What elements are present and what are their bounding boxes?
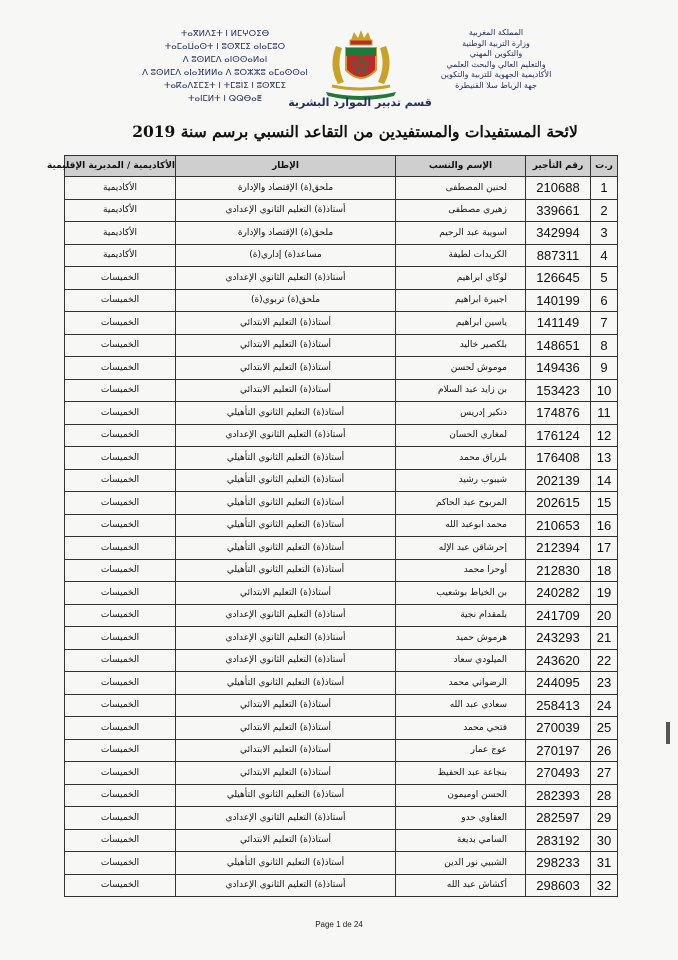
table-row	[65, 739, 618, 762]
full-name-cell: اجبيرة ابراهيم	[396, 289, 526, 312]
full-name-cell: الميلودي سعاد	[396, 649, 526, 672]
directorate-cell: الخميسات	[65, 582, 176, 605]
payroll-number-cell: 210653	[526, 514, 591, 537]
row-order-cell: 12	[591, 424, 618, 447]
grade-cell: أستاذ(ة) التعليم الثانوي التأهيلي	[176, 537, 396, 560]
directorate-cell: الخميسات	[65, 469, 176, 492]
row-order-cell: 26	[591, 739, 618, 762]
grade-cell: أستاذ(ة) التعليم الثانوي الإعدادي	[176, 807, 396, 830]
full-name-cell: إحرشاقن عبد الإله	[396, 537, 526, 560]
directorate-cell: الخميسات	[65, 672, 176, 695]
table-header-row	[65, 156, 618, 177]
payroll-number-cell: 283192	[526, 829, 591, 852]
row-order-cell: 14	[591, 469, 618, 492]
row-order-cell: 5	[591, 267, 618, 290]
payroll-number-cell: 240282	[526, 582, 591, 605]
grade-cell: أستاذ(ة) التعليم الثانوي الإعدادي	[176, 604, 396, 627]
table-row	[65, 604, 618, 627]
table-row	[65, 852, 618, 875]
full-name-cell: لوكاي ابراهيم	[396, 267, 526, 290]
row-order-cell: 32	[591, 874, 618, 897]
table-row	[65, 469, 618, 492]
grade-cell: أستاذ(ة) التعليم الثانوي الإعدادي	[176, 874, 396, 897]
beneficiaries-table	[47, 155, 618, 897]
grade-cell: أستاذ(ة) التعليم الابتدائي	[176, 334, 396, 357]
row-order-cell: 17	[591, 537, 618, 560]
grade-cell: ملحق(ة) الإقتصاد والإدارة	[176, 177, 396, 200]
column-header-grade: الإطار	[176, 156, 396, 177]
directorate-cell: الخميسات	[65, 334, 176, 357]
table-row	[65, 694, 618, 717]
payroll-number-cell: 339661	[526, 199, 591, 222]
full-name-cell: بلمقدام نجية	[396, 604, 526, 627]
full-name-cell: ياسين ابراهيم	[396, 312, 526, 335]
directorate-cell: الخميسات	[65, 604, 176, 627]
row-order-cell: 6	[591, 289, 618, 312]
document-title: لائحة المستفيدات والمستفيدين من التقاعد النسبي برسم سنة 2019	[132, 122, 578, 141]
row-order-cell: 29	[591, 807, 618, 830]
grade-cell: أستاذ(ة) التعليم الثانوي التأهيلي	[176, 447, 396, 470]
full-name-cell: زهيري مصطفى	[396, 199, 526, 222]
grade-cell: أستاذ(ة) التعليم الثانوي التأهيلي	[176, 784, 396, 807]
full-name-cell: الشبيي نور الدين	[396, 852, 526, 875]
payroll-number-cell: 298233	[526, 852, 591, 875]
header-amazigh-line: ⴷ ⵓⵙⵍⵎⴷ ⴰⵏⵙⵙⴰⵍⴰⵏ	[182, 55, 268, 65]
directorate-cell: الخميسات	[65, 694, 176, 717]
row-order-cell: 28	[591, 784, 618, 807]
full-name-cell: بلزراق محمد	[396, 447, 526, 470]
row-order-cell: 21	[591, 627, 618, 650]
table-row	[65, 582, 618, 605]
grade-cell: أستاذ(ة) التعليم الثانوي التأهيلي	[176, 514, 396, 537]
header-arabic-line: المملكة المغربية	[468, 28, 524, 37]
directorate-cell: الخميسات	[65, 627, 176, 650]
grade-cell: ملحق(ة) تربوي(ة)	[176, 289, 396, 312]
grade-cell: ملحق(ة) الإقتصاد والإدارة	[176, 222, 396, 245]
table-row	[65, 244, 618, 267]
directorate-cell: الخميسات	[65, 289, 176, 312]
payroll-number-cell: 212830	[526, 559, 591, 582]
directorate-cell: الأكاديمية	[65, 177, 176, 200]
department-name: قسم تدبير الموارد البشرية	[288, 96, 432, 109]
header-amazigh-line: ⵜⴰⵎⴰⵡⴰⵙⵜ ⵏ ⵓⵙⴳⵎⵉ ⴰⵏⴰⵎⵓⵔ	[164, 42, 286, 52]
grade-cell: أستاذ(ة) التعليم الثانوي التأهيلي	[176, 402, 396, 425]
grade-cell: أستاذ(ة) التعليم الثانوي الإعدادي	[176, 199, 396, 222]
full-name-cell: موموش لحسن	[396, 357, 526, 380]
header-amazigh-line: ⵜⴰⴽⴰⴷⵉⵎⵉⵜ ⵏ ⵜⵎⵓⵏⵉ ⵏ ⵓⵙⴳⵎⵉ	[164, 81, 286, 91]
grade-cell: أستاذ(ة) التعليم الابتدائي	[176, 762, 396, 785]
table-row	[65, 267, 618, 290]
grade-cell: أستاذ(ة) التعليم الابتدائي	[176, 379, 396, 402]
row-order-cell: 11	[591, 402, 618, 425]
grade-cell: مساعد(ة) إداري(ة)	[176, 244, 396, 267]
payroll-number-cell: 258413	[526, 694, 591, 717]
full-name-cell: أوحرا محمد	[396, 559, 526, 582]
payroll-number-cell: 270197	[526, 739, 591, 762]
table-row	[65, 334, 618, 357]
grade-cell: أستاذ(ة) التعليم الثانوي التأهيلي	[176, 469, 396, 492]
grade-cell: أستاذ(ة) التعليم الثانوي التأهيلي	[176, 492, 396, 515]
table-body	[65, 177, 618, 897]
full-name-cell: بلكصير خاليد	[396, 334, 526, 357]
row-order-cell: 10	[591, 379, 618, 402]
row-order-cell: 27	[591, 762, 618, 785]
grade-cell: أستاذ(ة) التعليم الابتدائي	[176, 357, 396, 380]
row-order-cell: 9	[591, 357, 618, 380]
full-name-cell: السامي بديعة	[396, 829, 526, 852]
header-amazigh-line: ⵜⴰⵏⵎⵍⵜ ⵏ ⵕⵕⴱⴰⵟ	[187, 94, 262, 104]
full-name-cell: الحسن اوميمون	[396, 784, 526, 807]
full-name-cell: لحنين المصطفى	[396, 177, 526, 200]
full-name-cell: بن الخياط بوشعيب	[396, 582, 526, 605]
payroll-number-cell: 270493	[526, 762, 591, 785]
row-order-cell: 23	[591, 672, 618, 695]
table-row	[65, 537, 618, 560]
payroll-number-cell: 153423	[526, 379, 591, 402]
payroll-number-cell: 212394	[526, 537, 591, 560]
column-header-name: الإسم والنسب	[396, 156, 526, 177]
payroll-number-cell: 282597	[526, 807, 591, 830]
row-order-cell: 8	[591, 334, 618, 357]
header-arabic-line: الأكاديمية الجهوية للتربية والتكوين	[440, 70, 552, 79]
row-order-cell: 1	[591, 177, 618, 200]
table-row	[65, 402, 618, 425]
payroll-number-cell: 887311	[526, 244, 591, 267]
directorate-cell: الخميسات	[65, 514, 176, 537]
directorate-cell: الخميسات	[65, 717, 176, 740]
column-header-order: ر.ت	[591, 156, 618, 177]
directorate-cell: الخميسات	[65, 807, 176, 830]
grade-cell: أستاذ(ة) التعليم الثانوي الإعدادي	[176, 424, 396, 447]
full-name-cell: بن زايد عبد السلام	[396, 379, 526, 402]
directorate-cell: الخميسات	[65, 447, 176, 470]
payroll-number-cell: 202615	[526, 492, 591, 515]
directorate-cell: الخميسات	[65, 379, 176, 402]
payroll-number-cell: 210688	[526, 177, 591, 200]
directorate-cell: الخميسات	[65, 762, 176, 785]
directorate-cell: الخميسات	[65, 537, 176, 560]
directorate-cell: الخميسات	[65, 402, 176, 425]
grade-cell: أستاذ(ة) التعليم الثانوي الإعدادي	[176, 627, 396, 650]
table-row	[65, 784, 618, 807]
payroll-number-cell: 298603	[526, 874, 591, 897]
table-row	[65, 424, 618, 447]
directorate-cell: الخميسات	[65, 424, 176, 447]
row-order-cell: 13	[591, 447, 618, 470]
full-name-cell: محمد ابوعبد الله	[396, 514, 526, 537]
payroll-number-cell: 140199	[526, 289, 591, 312]
directorate-cell: الخميسات	[65, 874, 176, 897]
table-row	[65, 447, 618, 470]
grade-cell: أستاذ(ة) التعليم الثانوي التأهيلي	[176, 852, 396, 875]
table-row	[65, 514, 618, 537]
directorate-cell: الخميسات	[65, 649, 176, 672]
table-row	[65, 289, 618, 312]
table-row	[65, 492, 618, 515]
row-order-cell: 3	[591, 222, 618, 245]
grade-cell: أستاذ(ة) التعليم الثانوي الإعدادي	[176, 649, 396, 672]
table-row	[65, 672, 618, 695]
grade-cell: أستاذ(ة) التعليم الابتدائي	[176, 739, 396, 762]
grade-cell: أستاذ(ة) التعليم الثانوي التأهيلي	[176, 672, 396, 695]
grade-cell: أستاذ(ة) التعليم الابتدائي	[176, 582, 396, 605]
payroll-number-cell: 148651	[526, 334, 591, 357]
grade-cell: أستاذ(ة) التعليم الابتدائي	[176, 694, 396, 717]
full-name-cell: لمغاري الحسان	[396, 424, 526, 447]
table-row	[65, 177, 618, 200]
grade-cell: أستاذ(ة) التعليم الثانوي التأهيلي	[176, 559, 396, 582]
full-name-cell: المربوح عبد الحاكم	[396, 492, 526, 515]
header-amazigh-line: ⴷ ⵓⵙⵍⵎⴷ ⴰⵏⴰⴼⵍⵍⴰ ⴷ ⵓⵔⵣⵣⵓ ⴰⵎⴰⵙⵙⴰⵏ	[142, 68, 308, 78]
table-row	[65, 199, 618, 222]
full-name-cell: فتحي محمد	[396, 717, 526, 740]
payroll-number-cell: 126645	[526, 267, 591, 290]
row-order-cell: 18	[591, 559, 618, 582]
payroll-number-cell: 176408	[526, 447, 591, 470]
row-order-cell: 4	[591, 244, 618, 267]
row-order-cell: 30	[591, 829, 618, 852]
table-row	[65, 649, 618, 672]
payroll-number-cell: 270039	[526, 717, 591, 740]
payroll-number-cell: 176124	[526, 424, 591, 447]
row-order-cell: 24	[591, 694, 618, 717]
payroll-number-cell: 149436	[526, 357, 591, 380]
table-row	[65, 379, 618, 402]
row-order-cell: 31	[591, 852, 618, 875]
full-name-cell: أكشاش عبد الله	[396, 874, 526, 897]
table-row	[65, 762, 618, 785]
table-row	[65, 807, 618, 830]
directorate-cell: الخميسات	[65, 784, 176, 807]
directorate-cell: الأكاديمية	[65, 199, 176, 222]
grade-cell: أستاذ(ة) التعليم الابتدائي	[176, 312, 396, 335]
full-name-cell: دنكير إدريس	[396, 402, 526, 425]
scroll-mark	[666, 722, 670, 744]
payroll-number-cell: 244095	[526, 672, 591, 695]
full-name-cell: اسويبة عبد الرحيم	[396, 222, 526, 245]
row-order-cell: 19	[591, 582, 618, 605]
full-name-cell: الرضواني محمد	[396, 672, 526, 695]
column-header-payroll-number: رقم التأجير	[526, 156, 591, 177]
directorate-cell: الخميسات	[65, 492, 176, 515]
full-name-cell: الكريدات لطيفة	[396, 244, 526, 267]
payroll-number-cell: 282393	[526, 784, 591, 807]
row-order-cell: 2	[591, 199, 618, 222]
header-arabic-line: وزارة التربية الوطنية	[462, 38, 530, 48]
row-order-cell: 25	[591, 717, 618, 740]
header-arabic-line: والتكوين المهني	[469, 49, 523, 58]
directorate-cell: الخميسات	[65, 829, 176, 852]
directorate-cell: الخميسات	[65, 312, 176, 335]
payroll-number-cell: 202139	[526, 469, 591, 492]
row-order-cell: 20	[591, 604, 618, 627]
directorate-cell: الخميسات	[65, 357, 176, 380]
table-row	[65, 874, 618, 897]
full-name-cell: عوج عمار	[396, 739, 526, 762]
grade-cell: أستاذ(ة) التعليم الابتدائي	[176, 829, 396, 852]
header-arabic-line: جهة الرباط سلا القنيطرة	[455, 80, 537, 90]
header-arabic-line: والتعليم العالي والبحث العلمي	[446, 59, 546, 69]
directorate-cell: الخميسات	[65, 559, 176, 582]
row-order-cell: 16	[591, 514, 618, 537]
payroll-number-cell: 243293	[526, 627, 591, 650]
full-name-cell: هرموش حميد	[396, 627, 526, 650]
directorate-cell: الأكاديمية	[65, 222, 176, 245]
payroll-number-cell: 241709	[526, 604, 591, 627]
row-order-cell: 22	[591, 649, 618, 672]
full-name-cell: بنجاعة عبد الحفيظ	[396, 762, 526, 785]
table-row	[65, 357, 618, 380]
table-row	[65, 222, 618, 245]
header-amazigh-line: ⵜⴰⴳⵍⴷⵉⵜ ⵏ ⵍⵎⵖⵔⵉⴱ	[180, 29, 270, 39]
column-header-directorate: الأكاديمية / المديرية الإقليمية	[65, 156, 176, 177]
directorate-cell: الخميسات	[65, 852, 176, 875]
header-amazigh-block	[110, 28, 340, 106]
directorate-cell: الخميسات	[65, 267, 176, 290]
table-row	[65, 559, 618, 582]
full-name-cell: سعادي عبد الله	[396, 694, 526, 717]
payroll-number-cell: 243620	[526, 649, 591, 672]
grade-cell: أستاذ(ة) التعليم الثانوي الإعدادي	[176, 267, 396, 290]
royal-coat-of-arms-icon	[318, 26, 404, 98]
grade-cell: أستاذ(ة) التعليم الابتدائي	[176, 717, 396, 740]
table-row	[65, 717, 618, 740]
directorate-cell: الخميسات	[65, 739, 176, 762]
full-name-cell: العقاوي حدو	[396, 807, 526, 830]
payroll-number-cell: 342994	[526, 222, 591, 245]
table-row	[65, 829, 618, 852]
payroll-number-cell: 141149	[526, 312, 591, 335]
payroll-number-cell: 174876	[526, 402, 591, 425]
table-row	[65, 312, 618, 335]
full-name-cell: شيبوب رشيد	[396, 469, 526, 492]
page-number: Page 1 de 24	[315, 920, 363, 929]
directorate-cell: الأكاديمية	[65, 244, 176, 267]
row-order-cell: 7	[591, 312, 618, 335]
header-arabic-block	[412, 28, 580, 91]
table-row	[65, 627, 618, 650]
row-order-cell: 15	[591, 492, 618, 515]
